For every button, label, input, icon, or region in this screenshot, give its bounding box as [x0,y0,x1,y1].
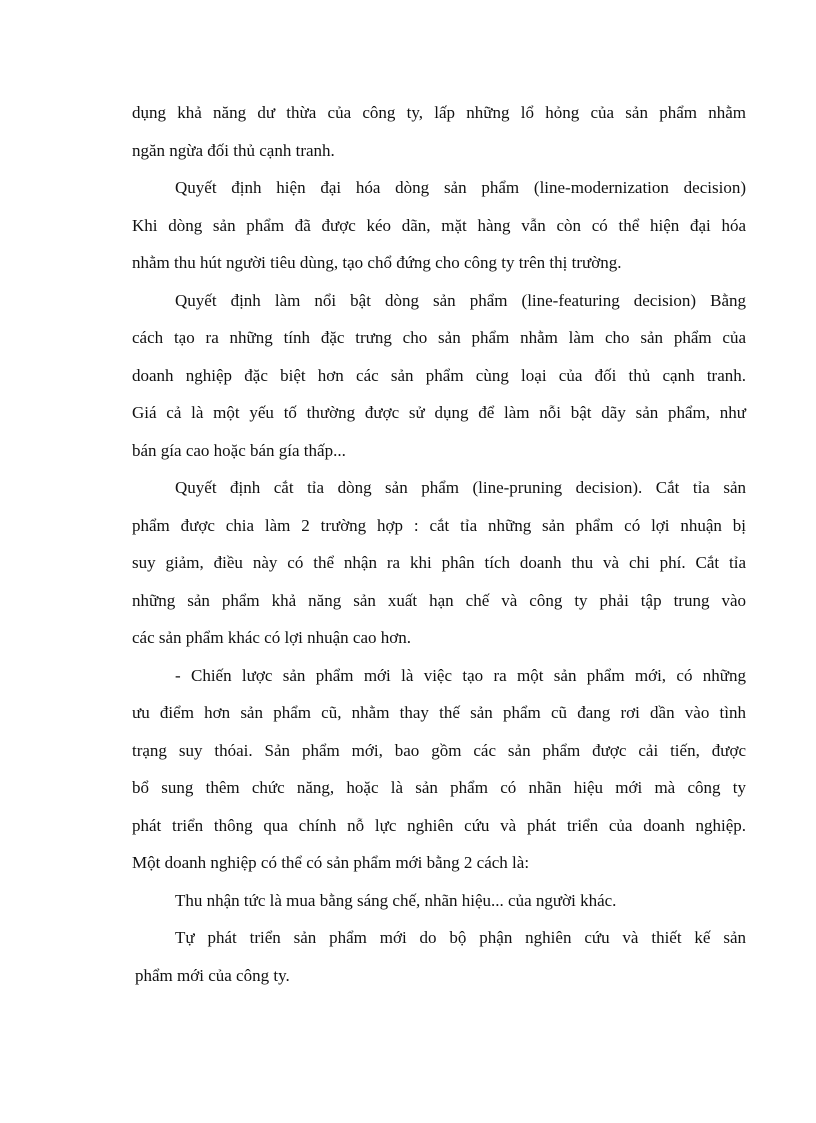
text-line: ngăn ngừa đối thủ cạnh tranh. [132,140,335,160]
text-line: các sản phẩm khác có lợi nhuận cao hơn. [132,628,412,647]
text-line: cách tạo ra những tính đặc trưng cho sản phẩm nhằm làm cho sản phẩm của [132,328,746,347]
text-line: trạng suy thóai. Sản phẩm mới, bao gồm các sản phẩm được cải tiến, được [132,740,746,760]
text-line: nhằm thu hút người tiêu dùng, tạo chổ đứng cho công ty trên thị trường. [132,253,622,272]
text-line: Thu nhận tức là mua bằng sáng chế, nhãn hiệu... của người khác. [175,890,617,910]
text-line: Quyết định hiện đại hóa dòng sản phẩm (line-modernization decision) [175,178,746,197]
text-line: suy giảm, điều này có thể nhận ra khi phân tích doanh thu và chi phí. Cắt tỉa [132,553,746,572]
text-line: Tự phát triển sản phẩm mới do bộ phận nghiên cứu và thiết kế sản [175,928,746,947]
text-line: dụng khả năng dư thừa của công ty, lấp những lổ hỏng của sản phẩm nhằm [132,103,746,122]
text-line: ưu điểm hơn sản phẩm cũ, nhằm thay thế sản phẩm cũ đang rơi dần vào tình [132,703,746,722]
text-line: phát triển thông qua chính nỗ lực nghiên cứu và phát triển của doanh nghiệp. [132,815,746,835]
text-line: Quyết định làm nổi bật dòng sản phẩm (line-featuring decision) Bằng [175,290,746,310]
text-line: doanh nghiệp đặc biệt hơn các sản phẩm cùng loại của đối thủ cạnh tranh. [132,365,746,385]
body-text [132,94,746,994]
text-line: Giá cả là một yếu tố thường được sử dụng để làm nỗi bật dãy sản phẩm, như [132,403,746,422]
text-line: Quyết định cắt tỉa dòng sản phẩm (line-pruning decision). Cắt tỉa sản [175,478,746,497]
text-line: Khi dòng sản phẩm đã được kéo dãn, mặt hàng vẫn còn có thể hiện đại hóa [132,215,746,235]
text-line: bán gía cao hoặc bán gía thấp... [132,440,346,460]
text-line: bổ sung thêm chức năng, hoặc là sản phẩm có nhãn hiệu mới mà công ty [132,778,746,797]
text-line: những sản phẩm khả năng sản xuất hạn chế và công ty phải tập trung vào [132,590,746,610]
text-line: - Chiến lược sản phẩm mới là việc tạo ra một sản phẩm mới, có những [175,665,746,685]
text-line: Một doanh nghiệp có thể có sản phẩm mới bằng 2 cách là: [132,853,530,872]
text-line: phẩm mới của công ty. [135,965,290,985]
text-line: phẩm được chia làm 2 trường hợp : cắt tỉa những sản phẩm có lợi nhuận bị [132,515,746,535]
